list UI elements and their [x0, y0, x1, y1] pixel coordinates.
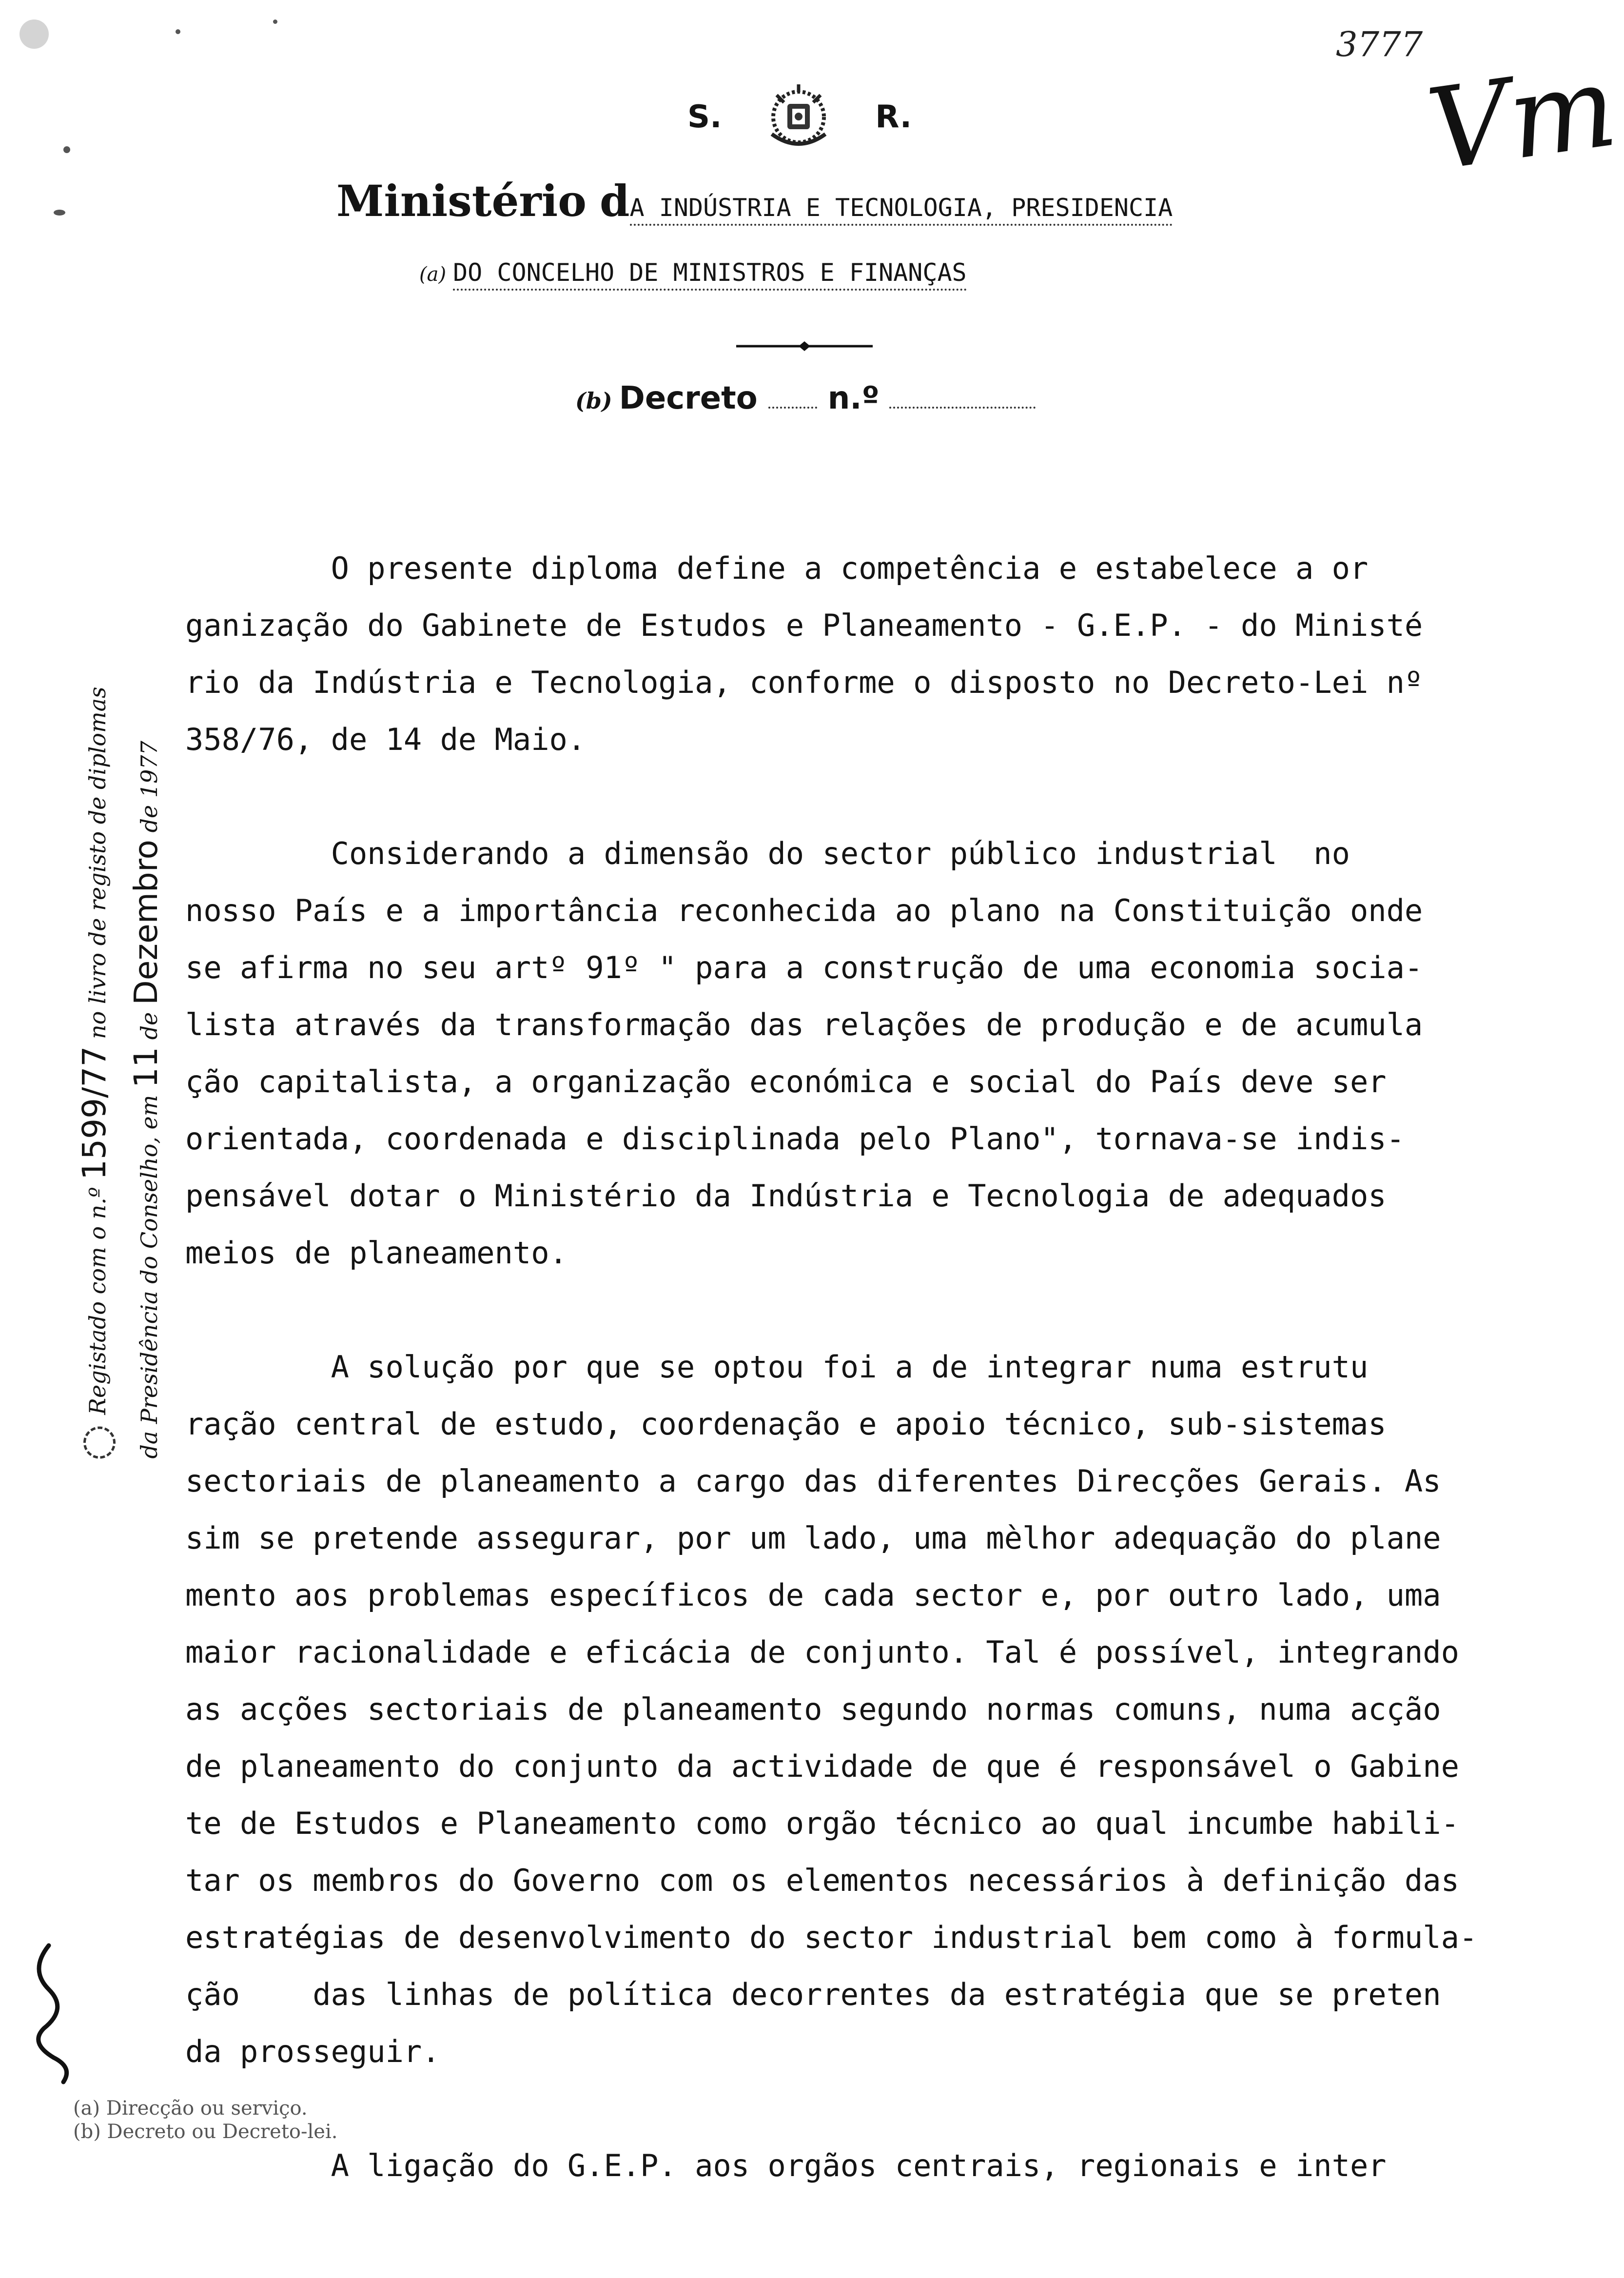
registration-text [70, 687, 174, 1458]
registration-month: Dezembro [127, 840, 165, 1005]
decree-label: Decreto [619, 380, 758, 416]
decree-number-label: n.º [827, 380, 880, 416]
divider-ornament [736, 336, 873, 356]
corner-handwritten-initials: Vm [1420, 41, 1624, 196]
body-paragraph: Considerando a dimensão do sector público industrial no nosso País e a importância reconhecida ao plano na Constituição onde se afirma no seu artº 91º " para a construção de uma economia socia- lista através da transformação das relações de produção e de acumula ção capitalista, a organização económica e social do País deve ser orientada, coordenada e disciplinada pelo Plano", tornava-se indis- pensável dotar o Ministério da Indústria e Tecnologia de adequados meios de planeamento. [185, 836, 1423, 1271]
registration-stamp [29, 609, 215, 1536]
footnote-a: (a) Direcção ou serviço. [73, 2097, 308, 2120]
registration-line-1 [70, 687, 122, 1458]
registration-prefix: Registado com o n.º [84, 1187, 111, 1415]
scan-speck [176, 29, 180, 34]
header-right-letter: R. [875, 99, 912, 135]
scan-speck [54, 210, 65, 216]
ministry-word: Ministério [336, 176, 587, 226]
margin-signature [20, 1941, 88, 2087]
stamp-seal-icon [83, 1427, 116, 1459]
registration-date-mid: de [136, 1012, 162, 1040]
footnote-marker-a: (a) [419, 263, 447, 286]
body-paragraph: A solução por que se optou foi a de integrar numa estrutu ração central de estudo, coordenação e apoio técnico, sub-sistemas sectoriais de planeamento a cargo das diferentes Direcções Gerais. As sim se pretende assegurar, por um lado, uma mèlhor adequação do plane mento aos problemas específicos de cada sector e, por outro lado, uma maior racionalidade e eficácia de conjunto. Tal é possível, integrando as acções sectoriais de planeamento segundo normas comuns, numa acção de planeamento do conjunto da actividade de que é responsável o Gabine te de Estudos e Planeamento como orgão técnico ao qual incumbe habili- tar os membros do Governo com os elementos necessários à definição das estratégias de desenvolvimento do sector industrial bem como à formula- ção das linhas de política decorrentes da estratégia que se preten da prosseguir. [185, 1349, 1478, 2069]
ministry-line-2: DO CONCELHO DE MINISTROS E FINANÇAS [453, 258, 967, 291]
footnote-b: (b) Decreto ou Decreto-lei. [73, 2121, 338, 2143]
registration-suffix: no livro de registo de diplomas [84, 687, 111, 1040]
ministry-title [336, 176, 1173, 226]
registration-number: 1599/77 [76, 1046, 113, 1180]
decree-number-blank [889, 407, 1036, 409]
scan-speck [273, 20, 277, 24]
registration-day: 11 [127, 1047, 165, 1088]
body-paragraph: O presente diploma define a competência e estabelece a or ganização do Gabinete de Estudos e Planeamento - G.E.P. - do Ministé rio da Indústria e Tecnologia, conforme o disposto no Decreto-Lei nº 358/76, de 14 de Maio. [185, 550, 1423, 757]
scan-speck [20, 20, 49, 49]
corner-handwritten-number: 3777 [1336, 24, 1423, 64]
document-header [687, 73, 912, 161]
registration-line-2 [122, 687, 174, 1458]
footnotes [73, 2097, 337, 2143]
coat-of-arms-icon [762, 80, 835, 154]
ministry-line-2-row [419, 258, 967, 287]
ministry-prefix: d [600, 176, 630, 226]
registration-year: de 1977 [136, 741, 162, 833]
ministry-line-1: A INDÚSTRIA E TECNOLOGIA, PRESIDENCIA [630, 194, 1173, 226]
body-paragraph: A ligação do G.E.P. aos orgãos centrais, regionais e inter [185, 2148, 1387, 2183]
document-body [185, 483, 1585, 2251]
registration-date-prefix: da Presidência do Conselho, em [136, 1095, 162, 1459]
decree-type-blank [768, 407, 817, 409]
decree-line [575, 380, 1036, 416]
header-left-letter: S. [687, 99, 722, 135]
scan-speck [63, 146, 70, 153]
footnote-marker-b: (b) [575, 388, 612, 414]
